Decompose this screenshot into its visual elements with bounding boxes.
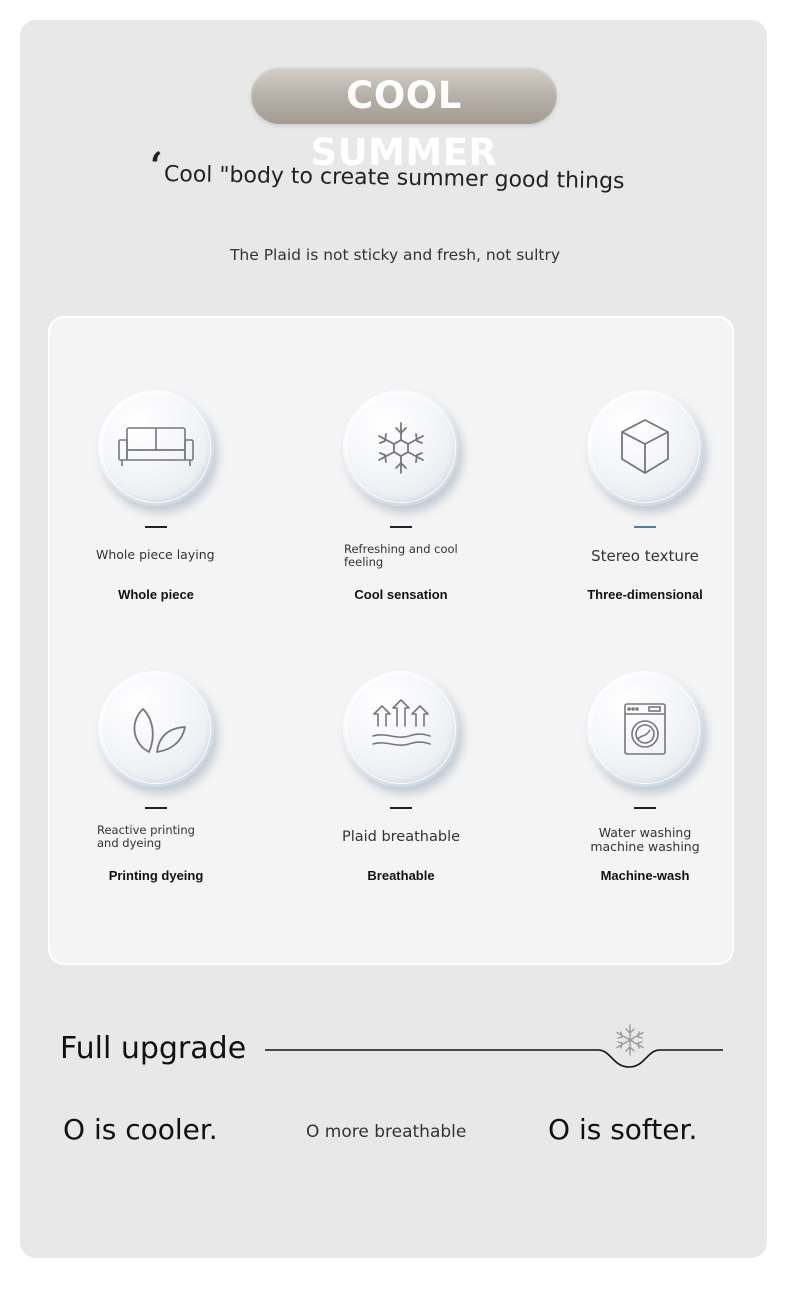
subtitle: The Plaid is not sticky and fresh, not sultry [229,246,561,264]
feature-bubble [343,671,459,787]
feature-bubble [98,671,214,787]
feature-dash [145,526,167,528]
feature-label: Three-dimensional [587,587,703,602]
full-upgrade-title: Full upgrade [60,1031,247,1066]
feature-bubble [587,671,703,787]
feature-description [344,543,458,569]
slogan: Cool "body to create summer good things [163,162,625,195]
feature-label: Printing dyeing [108,868,204,883]
feature-label: Machine-wash [600,868,690,883]
leaf-icon [111,684,201,774]
feature-bubble [343,390,459,506]
breathable-point: O more breathable [306,1122,467,1142]
feature-description-line: Water washing [598,825,692,840]
feature-bubble [587,390,703,506]
feature-description-line: machine washing [590,839,700,854]
cube-icon [600,403,690,493]
feature-dash [145,807,167,809]
feature-dash [390,526,412,528]
sofa-icon [111,403,201,493]
features-card [48,316,734,965]
feature-description-line: feeling [344,555,384,569]
feature-bubble [98,390,214,506]
feature-description-line: Refreshing and cool [344,542,458,556]
feature-description: Plaid breathable [341,829,461,845]
badge-text: COOL SUMMER [310,74,498,174]
feature-description: Whole piece laying [96,547,215,562]
snowflake-icon [617,1025,643,1055]
feature-label: Cool sensation [354,587,448,602]
feature-description [97,824,195,850]
snowflake-icon [356,403,446,493]
washing-machine-icon [600,684,690,774]
feature-dash [390,807,412,809]
breathable-arrows-icon [356,684,446,774]
quote-mark: ‘ [150,145,163,187]
feature-label: Breathable [367,868,435,883]
feature-description [545,826,745,854]
softer-point: O is softer. [548,1113,698,1146]
feature-description: Stereo texture [591,547,699,565]
upgrade-divider [265,1020,725,1075]
cool-summer-badge [251,67,557,174]
feature-dash [634,526,656,528]
feature-description-line: Reactive printing [97,823,195,837]
feature-label: Whole piece [118,587,194,602]
feature-dash [634,807,656,809]
feature-description-line: and dyeing [97,836,162,850]
cooler-point: O is cooler. [63,1113,218,1146]
